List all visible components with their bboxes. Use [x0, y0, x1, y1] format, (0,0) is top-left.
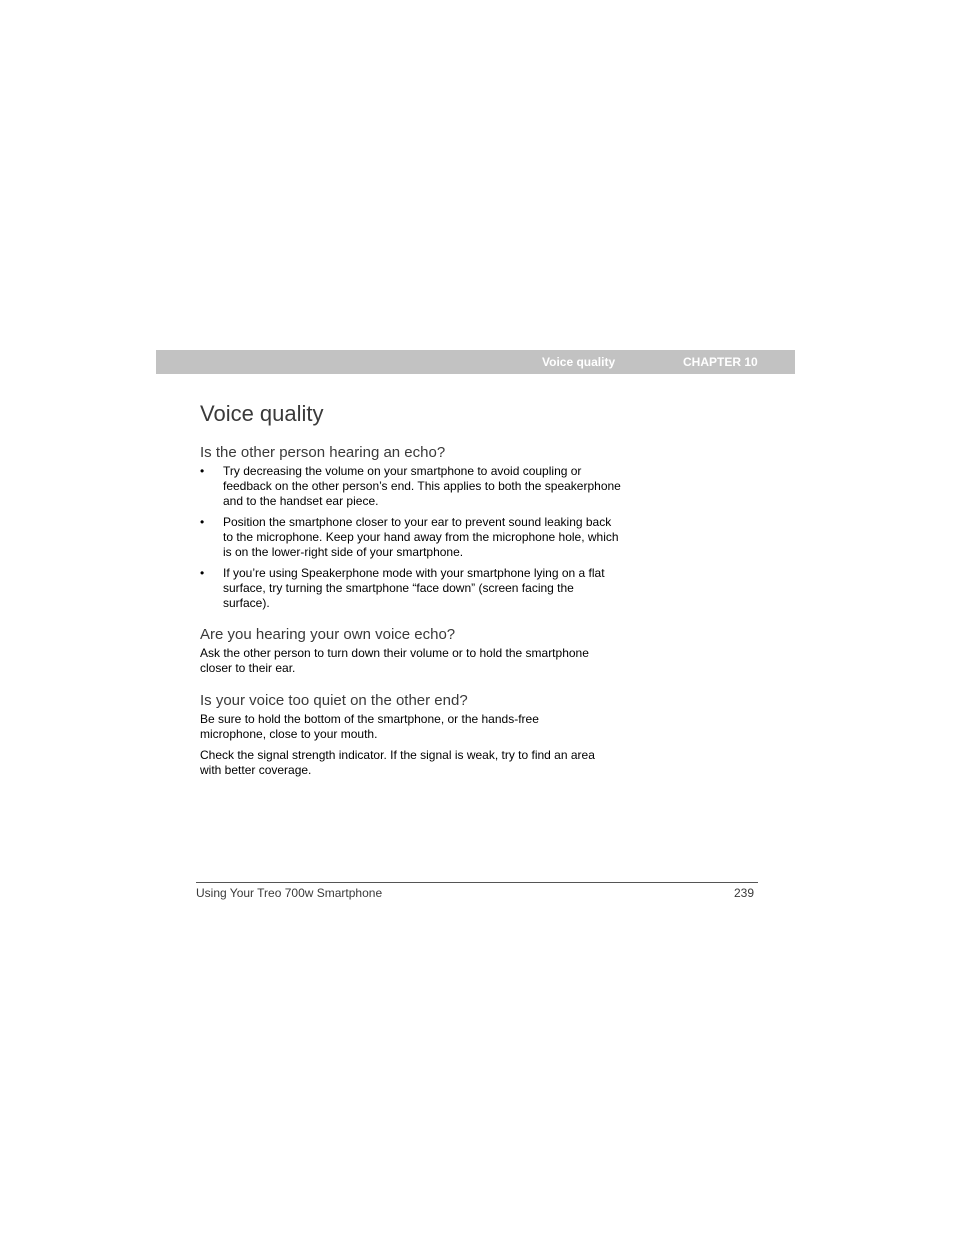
- bullet-icon: •: [200, 566, 205, 580]
- header-section-title: Voice quality: [542, 355, 616, 369]
- own-echo-paragraph: Ask the other person to turn down their volume or to hold the smartphone closer to their ear.: [200, 646, 589, 675]
- list-item-text: If you’re using Speakerphone mode with your smartphone lying on a flat surface, try turning the smartphone “face down” (screen facing the surface).: [223, 566, 605, 610]
- page-content: [200, 444, 630, 778]
- footer-book-title: Using Your Treo 700w Smartphone: [196, 886, 383, 900]
- echo-tips-list: [200, 464, 630, 611]
- section-heading-echo: Is the other person hearing an echo?: [200, 444, 446, 461]
- page-title: Voice quality: [200, 401, 324, 426]
- header-chapter-label: CHAPTER 10: [683, 355, 758, 369]
- section-heading-own-echo: Are you hearing your own voice echo?: [200, 626, 456, 643]
- section-heading-quiet-voice: Is your voice too quiet on the other end?: [200, 692, 468, 709]
- list-item-text: Try decreasing the volume on your smartphone to avoid coupling or feedback on the other person’s end. This applies to both the speakerphone and to the handset ear piece.: [223, 464, 621, 508]
- footer-page-number: 239: [734, 886, 755, 900]
- footer-divider: [196, 882, 758, 883]
- list-item: [200, 464, 623, 509]
- list-item: [200, 515, 623, 560]
- list-item: [200, 566, 623, 611]
- quiet-voice-paragraph-2: Check the signal strength indicator. If the signal is weak, try to find an area with better coverage.: [200, 748, 595, 777]
- bullet-icon: •: [200, 464, 205, 478]
- bullet-icon: •: [200, 515, 205, 529]
- list-item-text: Position the smartphone closer to your ear to prevent sound leaking back to the microphone. Keep your hand away from the microphone hole, which is on the lower-right side of your smartphone.: [223, 515, 619, 559]
- quiet-voice-paragraph-1: Be sure to hold the bottom of the smartphone, or the hands-free microphone, close to your mouth.: [200, 712, 539, 741]
